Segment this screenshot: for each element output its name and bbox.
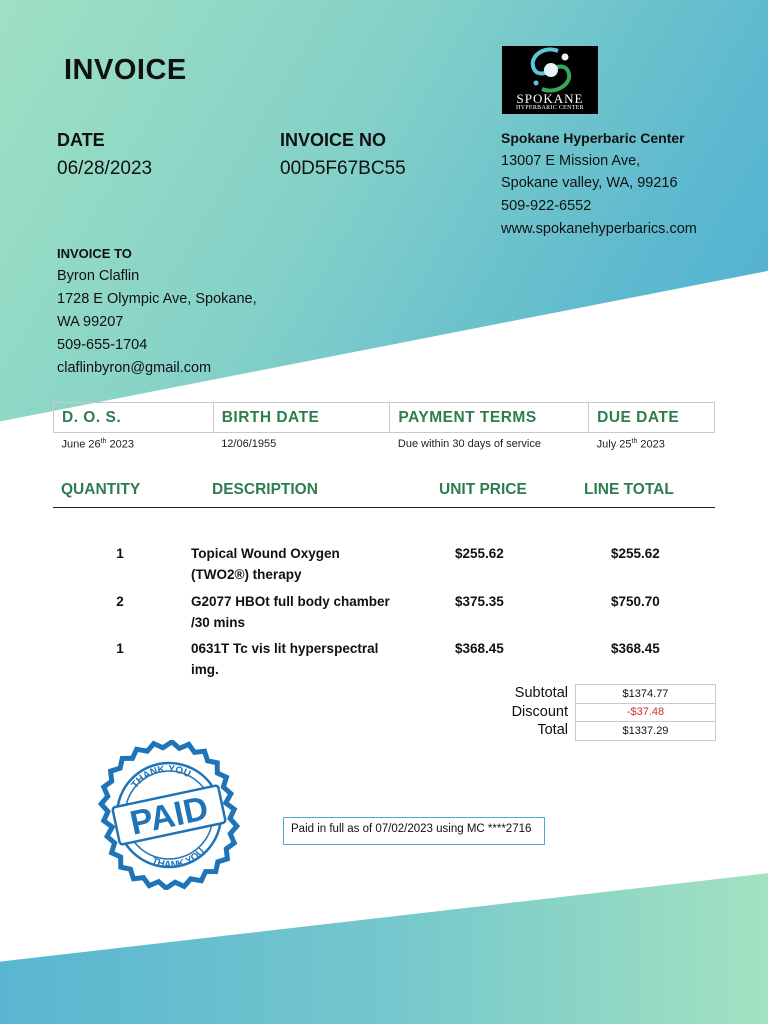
item-3-qty: 1 <box>116 641 124 656</box>
due-date-header: DUE DATE <box>589 403 715 433</box>
company-website: www.spokanehyperbarics.com <box>501 220 697 237</box>
invoice-title: INVOICE <box>64 54 187 86</box>
totals-labels <box>430 684 568 740</box>
invoice-no-value: 00D5F67BC55 <box>280 158 406 179</box>
item-2-qty: 2 <box>116 594 124 609</box>
birth-date-value: 12/06/1955 <box>221 438 277 450</box>
item-1-unit-price: $255.62 <box>455 546 504 561</box>
total-label: Total <box>537 722 568 738</box>
item-2-line-total: $750.70 <box>611 594 660 609</box>
dos-header: D. O. S. <box>54 403 214 433</box>
unit-price-header: UNIT PRICE <box>439 481 527 498</box>
bill-to <box>57 242 257 380</box>
stamp-top-text: THANK YOU <box>129 763 193 791</box>
date-label: DATE <box>57 130 105 150</box>
item-2-unit-price: $375.35 <box>455 594 504 609</box>
bill-to-address-line1: 1728 E Olympic Ave, Spokane, <box>57 291 257 307</box>
total-value: $1337.29 <box>576 722 716 741</box>
stamp-bottom-text: THANK YOU <box>149 846 208 871</box>
totals-table <box>575 684 716 741</box>
logo-swirl-icon <box>520 47 580 93</box>
paid-stamp-icon <box>95 740 243 890</box>
subtotal-label: Subtotal <box>514 685 568 701</box>
discount-label: Discount <box>511 703 568 720</box>
invoice-no-label: INVOICE NO <box>280 130 387 150</box>
invoice-meta-table <box>53 402 715 451</box>
stamp-paid-text: PAID <box>126 789 212 843</box>
bill-to-phone: 509-655-1704 <box>57 337 148 353</box>
company-address-line1: 13007 E Mission Ave, <box>501 152 641 169</box>
payment-note: Paid in full as of 07/02/2023 using MC ****2716 <box>283 817 545 845</box>
subtotal-value: $1374.77 <box>576 685 716 704</box>
item-3-description: 0631T Tc vis lit hyperspectral img. <box>191 641 379 677</box>
items-header-divider <box>53 507 715 508</box>
birth-date-header: BIRTH DATE <box>213 403 390 433</box>
bill-to-heading: INVOICE TO <box>57 246 132 261</box>
payment-terms-header: PAYMENT TERMS <box>390 403 589 433</box>
item-3-unit-price: $368.45 <box>455 641 504 656</box>
date-value: 06/28/2023 <box>57 158 153 179</box>
discount-value: -$37.48 <box>576 703 716 722</box>
logo-name: SPOKANE <box>516 91 584 106</box>
item-3-line-total: $368.45 <box>611 641 660 656</box>
bill-to-name: Byron Claflin <box>57 268 140 284</box>
quantity-header: QUANTITY <box>61 481 141 498</box>
bill-to-address-line2: WA 99207 <box>57 314 124 330</box>
dos-value: June 26th 2023 <box>61 438 135 451</box>
item-2-description: G2077 HBOt full body chamber /30 mins <box>191 594 390 630</box>
bill-to-email: claflinbyron@gmail.com <box>57 360 212 376</box>
company-name: Spokane Hyperbaric Center <box>501 130 685 146</box>
payment-terms-value: Due within 30 days of service <box>397 438 541 450</box>
due-date-value: July 25th 2023 <box>596 438 665 451</box>
line-total-header: LINE TOTAL <box>584 481 674 498</box>
item-1-description: Topical Wound Oxygen (TWO2®) therapy <box>191 546 340 582</box>
company-info <box>501 127 697 241</box>
description-header: DESCRIPTION <box>212 481 318 498</box>
item-1-line-total: $255.62 <box>611 546 660 561</box>
item-1-qty: 1 <box>116 546 124 561</box>
logo-subtitle: HYPERBARIC CENTER <box>516 105 584 111</box>
company-address-line2: Spokane valley, WA, 99216 <box>501 175 678 192</box>
company-phone: 509-922-6552 <box>501 198 592 215</box>
company-logo <box>502 46 598 114</box>
